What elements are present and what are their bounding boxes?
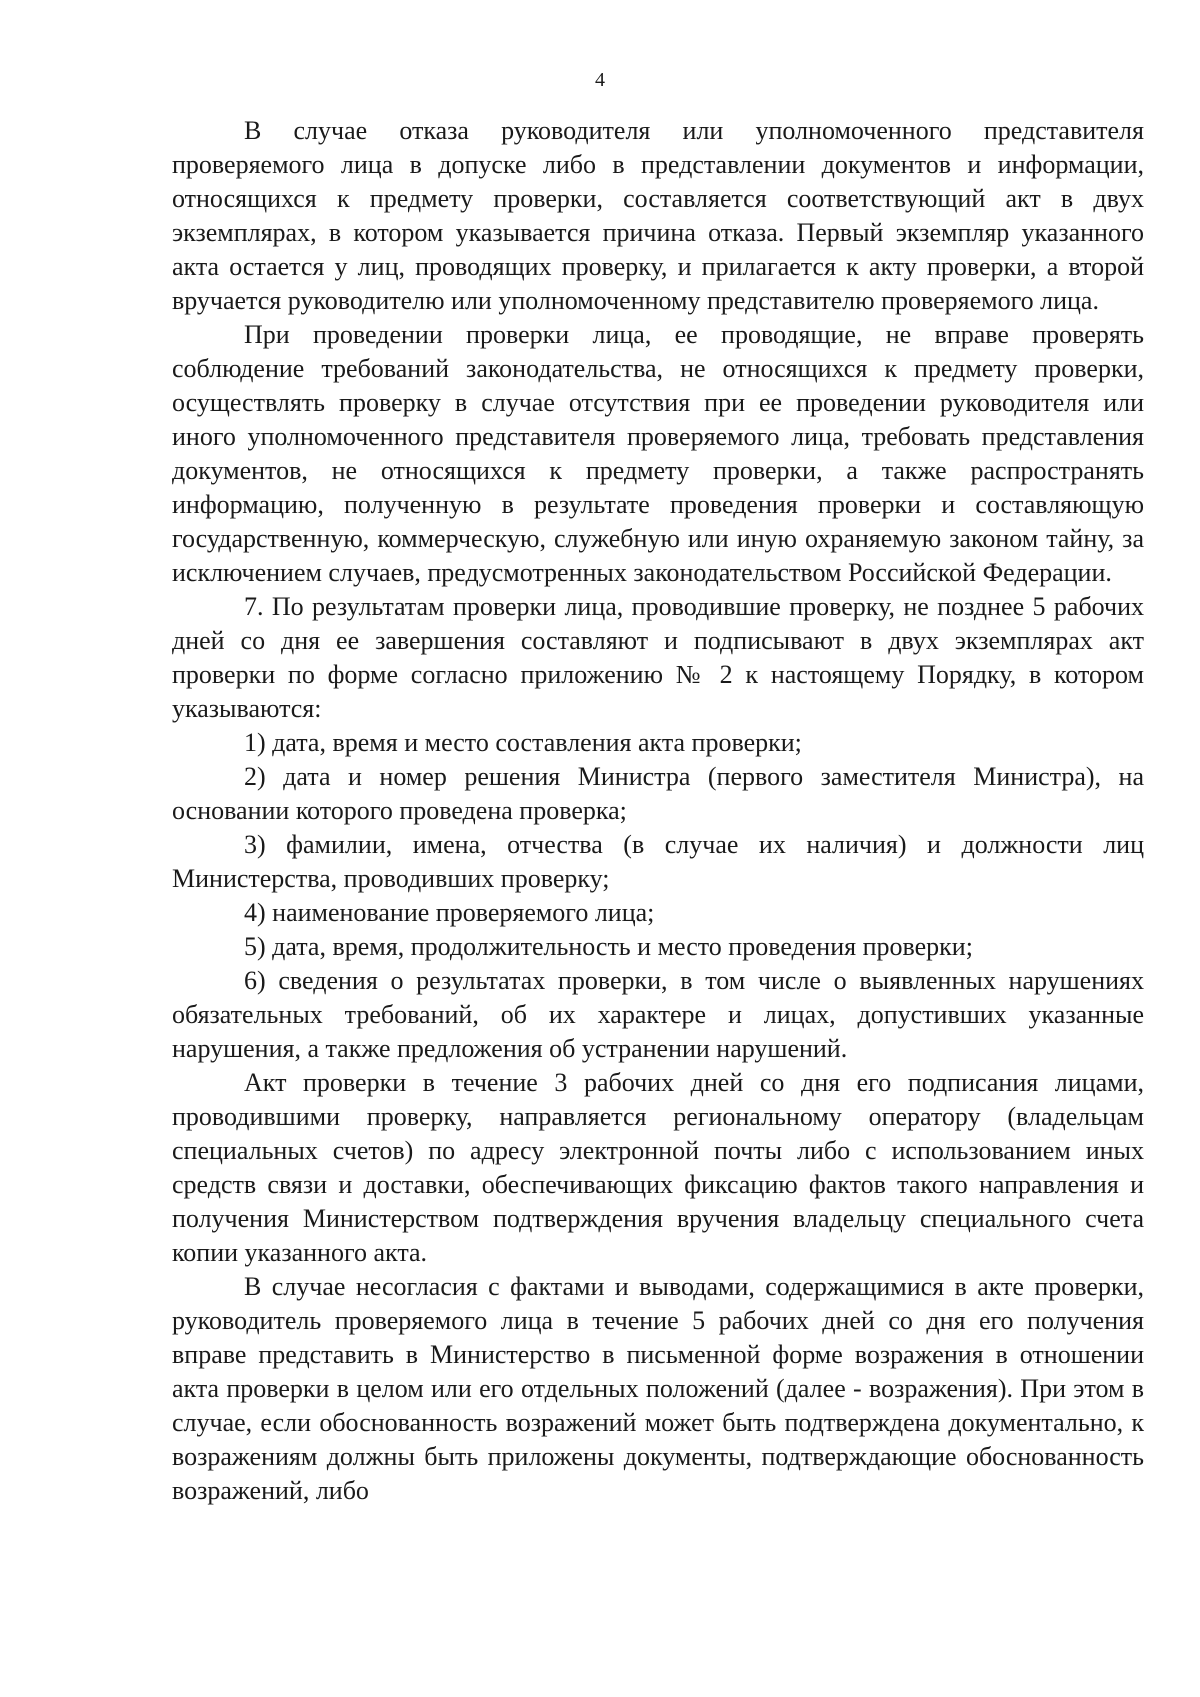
list-item-3: 3) фамилии, имена, отчества (в случае их наличия) и должности лиц Министерства, проводивших проверку;	[172, 830, 1144, 893]
paragraph-objections: В случае несогласия с фактами и выводами, содержащимися в акте проверки, руководитель проверяемого лица в течение 5 рабочих дней со дня его получения вправе представить в Министерство в письменной форме возражения в отношении акта проверки в целом или его отдельных положений (далее - возражения). При этом в случае, если обоснованность возражений может быть подтверждена документально, к возражениям должны быть приложены документы, подтверждающие обоснованность возражений, либо	[172, 1272, 1144, 1505]
list-item-1: 1) дата, время и место составления акта проверки;	[244, 728, 802, 757]
page-number: 4	[595, 69, 605, 91]
document-body	[172, 114, 1144, 1508]
list-item-2: 2) дата и номер решения Министра (первого заместителя Министра), на основании которого проведена проверка;	[172, 762, 1144, 825]
paragraph-act-delivery: Акт проверки в течение 3 рабочих дней со дня его подписания лицами, проводившими проверку, направляется региональному оператору (владельцам специальных счетов) по адресу электронной почты либо с использованием иных средств связи и доставки, обеспечивающих фиксацию фактов такого направления и получения Министерством подтверждения вручения владельцу специального счета копии указанного акта.	[172, 1068, 1144, 1267]
list-item-6: 6) сведения о результатах проверки, в том числе о выявленных нарушениях обязательных требований, об их характере и лицах, допустивших указанные нарушения, а также предложения об устранении нарушений.	[172, 966, 1144, 1063]
list-item-5: 5) дата, время, продолжительность и место проведения проверки;	[244, 932, 973, 961]
list-item-4: 4) наименование проверяемого лица;	[244, 898, 655, 927]
paragraph-inspection-restrictions: При проведении проверки лица, ее проводящие, не вправе проверять соблюдение требований законодательства, не относящихся к предмету проверки, осуществлять проверку в случае отсутствия при ее проведении руководителя или иного уполномоченного представителя проверяемого лица, требовать представления документов, не относящихся к предмету проверки, а также распространять информацию, полученную в результате проведения проверки и составляющую государственную, коммерческую, служебную или иную охраняемую законом тайну, за исключением случаев, предусмотренных законодательством Российской Федерации.	[172, 320, 1144, 587]
paragraph-item-7-inspection-act: 7. По результатам проверки лица, проводившие проверку, не позднее 5 рабочих дней со дня ее завершения составляют и подписывают в двух экземплярах акт проверки по форме согласно приложению № 2 к настоящему Порядку, в котором указываются:	[172, 592, 1144, 723]
paragraph-refusal-act: В случае отказа руководителя или уполномоченного представителя проверяемого лица в допуске либо в представлении документов и информации, относящихся к предмету проверки, составляется соответствующий акт в двух экземплярах, в котором указывается причина отказа. Первый экземпляр указанного акта остается у лиц, проводящих проверку, и прилагается к акту проверки, а второй вручается руководителю или уполномоченному представителю проверяемого лица.	[172, 116, 1144, 315]
